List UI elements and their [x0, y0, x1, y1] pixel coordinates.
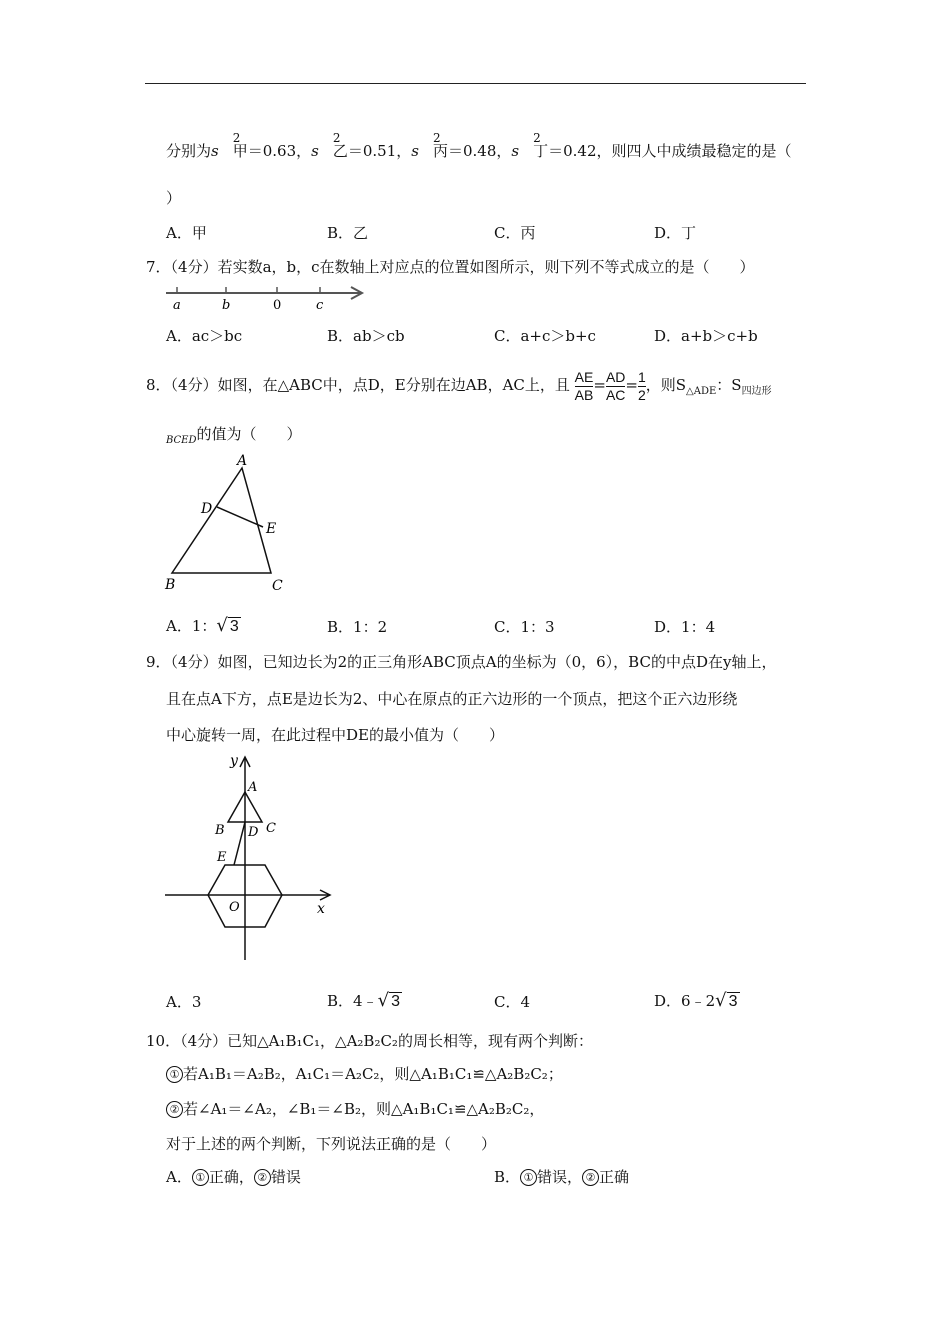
svg-text:A: A: [248, 780, 258, 795]
svg-text:O: O: [229, 900, 240, 915]
axis-label-b: b: [222, 298, 231, 313]
q9-option-d: D．6﹣2√ 3: [654, 990, 738, 1011]
q9-stem-line2: 且在点A下方，点E是边长为2、中心在原点的正六边形的一个顶点，把这个正六边形绕: [166, 690, 738, 708]
q8-triangle-figure: [160, 450, 300, 598]
svg-text:C: C: [272, 578, 283, 594]
q10-option-b: B． ① 错误， ② 正确: [494, 1168, 630, 1186]
q6-option-b: B．乙: [327, 224, 369, 242]
svg-text:C: C: [266, 821, 276, 836]
svg-text:E: E: [266, 521, 277, 537]
svg-text:B: B: [165, 577, 176, 593]
svg-text:E: E: [217, 850, 227, 865]
q9-option-b: B．4﹣√ 3: [327, 990, 400, 1011]
fraction-ad-ac: $\frac{AD}{AC}$: [605, 368, 626, 403]
svg-text:x: x: [317, 901, 325, 917]
q7-stem: 7．（4分）若实数a，b，c在数轴上对应点的位置如图所示，则下列不等式成立的是（ ）: [146, 258, 755, 276]
q10-stem: 10．（4分）已知△A₁B₁C₁，△A₂B₂C₂的周长相等，现有两个判断：: [146, 1032, 593, 1050]
q7-option-d: D．a+b＞c+b: [654, 327, 758, 345]
q6-close-paren: ）: [166, 189, 182, 207]
q10-option-a: A． ① 正确， ② 错误: [166, 1168, 301, 1186]
q9-option-c: C．4: [494, 993, 531, 1011]
q7-option-b: B．ab＞cb: [327, 327, 405, 345]
q6-variance-line: 分别为s 2 甲＝0.63，s 2 乙＝0.51，s 2 丙＝0.48，s 2 丁＝0.42，则四人中成绩最稳定的是（: [166, 131, 792, 160]
axis-label-zero: 0: [273, 298, 282, 313]
q9-option-a: A．3: [166, 993, 202, 1011]
axis-label-c: c: [316, 298, 324, 313]
fraction-ae-ab: $\frac{AE}{AB}$: [574, 368, 594, 403]
q9-stem-line3: 中心旋转一周，在此过程中DE的最小值为（ ）: [166, 726, 504, 744]
q8-option-a: A．1：√ 3: [166, 615, 239, 636]
q8-option-b: B．1：2: [327, 618, 388, 636]
svg-text:B: B: [215, 823, 225, 838]
svg-text:y: y: [230, 753, 238, 769]
q9-coordinate-figure: [160, 750, 340, 965]
q8-option-c: C．1：3: [494, 618, 555, 636]
axis-label-a: a: [173, 298, 181, 313]
q6-option-a: A．甲: [166, 224, 207, 242]
q7-number-line: [160, 282, 375, 314]
header-rule: [145, 83, 806, 84]
q10-judgment-1: ① 若A₁B₁＝A₂B₂，A₁C₁＝A₂C₂，则△A₁B₁C₁≌△A₂B₂C₂；: [166, 1064, 563, 1084]
q6-option-c: C．丙: [494, 224, 536, 242]
svg-text:A: A: [237, 453, 248, 469]
q10-judgment-2: ② 若∠A₁＝∠A₂，∠B₁＝∠B₂，则△A₁B₁C₁≌△A₂B₂C₂，: [166, 1099, 544, 1119]
q10-ask: 对于上述的两个判断，下列说法正确的是（ ）: [166, 1135, 497, 1153]
fraction-one-half: $\frac{1}{2}$: [637, 368, 646, 403]
q6-option-d: D．丁: [654, 224, 697, 242]
svg-text:D: D: [201, 501, 213, 517]
q8-option-d: D．1：4: [654, 618, 716, 636]
q7-option-c: C．a+c＞b+c: [494, 327, 596, 345]
svg-text:D: D: [248, 825, 259, 840]
q9-stem-line1: 9．（4分）如图，已知边长为2的正三角形ABC顶点A的坐标为（0，6），BC的中点D在y轴上，: [146, 653, 777, 671]
q8-stem-line2: $_{BCED}$的值为（ ）: [166, 425, 302, 446]
q8-stem: 8．（4分）如图，在△ABC中，点D，E分别在边AB，AC上，且 $\frac{AE}{AB}$ = $\frac{AD}{AC}$ = $\frac{1}{2}$ ，则$S_{\triangle ADE}$：$S_{四边形}$: [146, 368, 772, 403]
q7-option-a: A．ac＞bc: [166, 327, 243, 345]
